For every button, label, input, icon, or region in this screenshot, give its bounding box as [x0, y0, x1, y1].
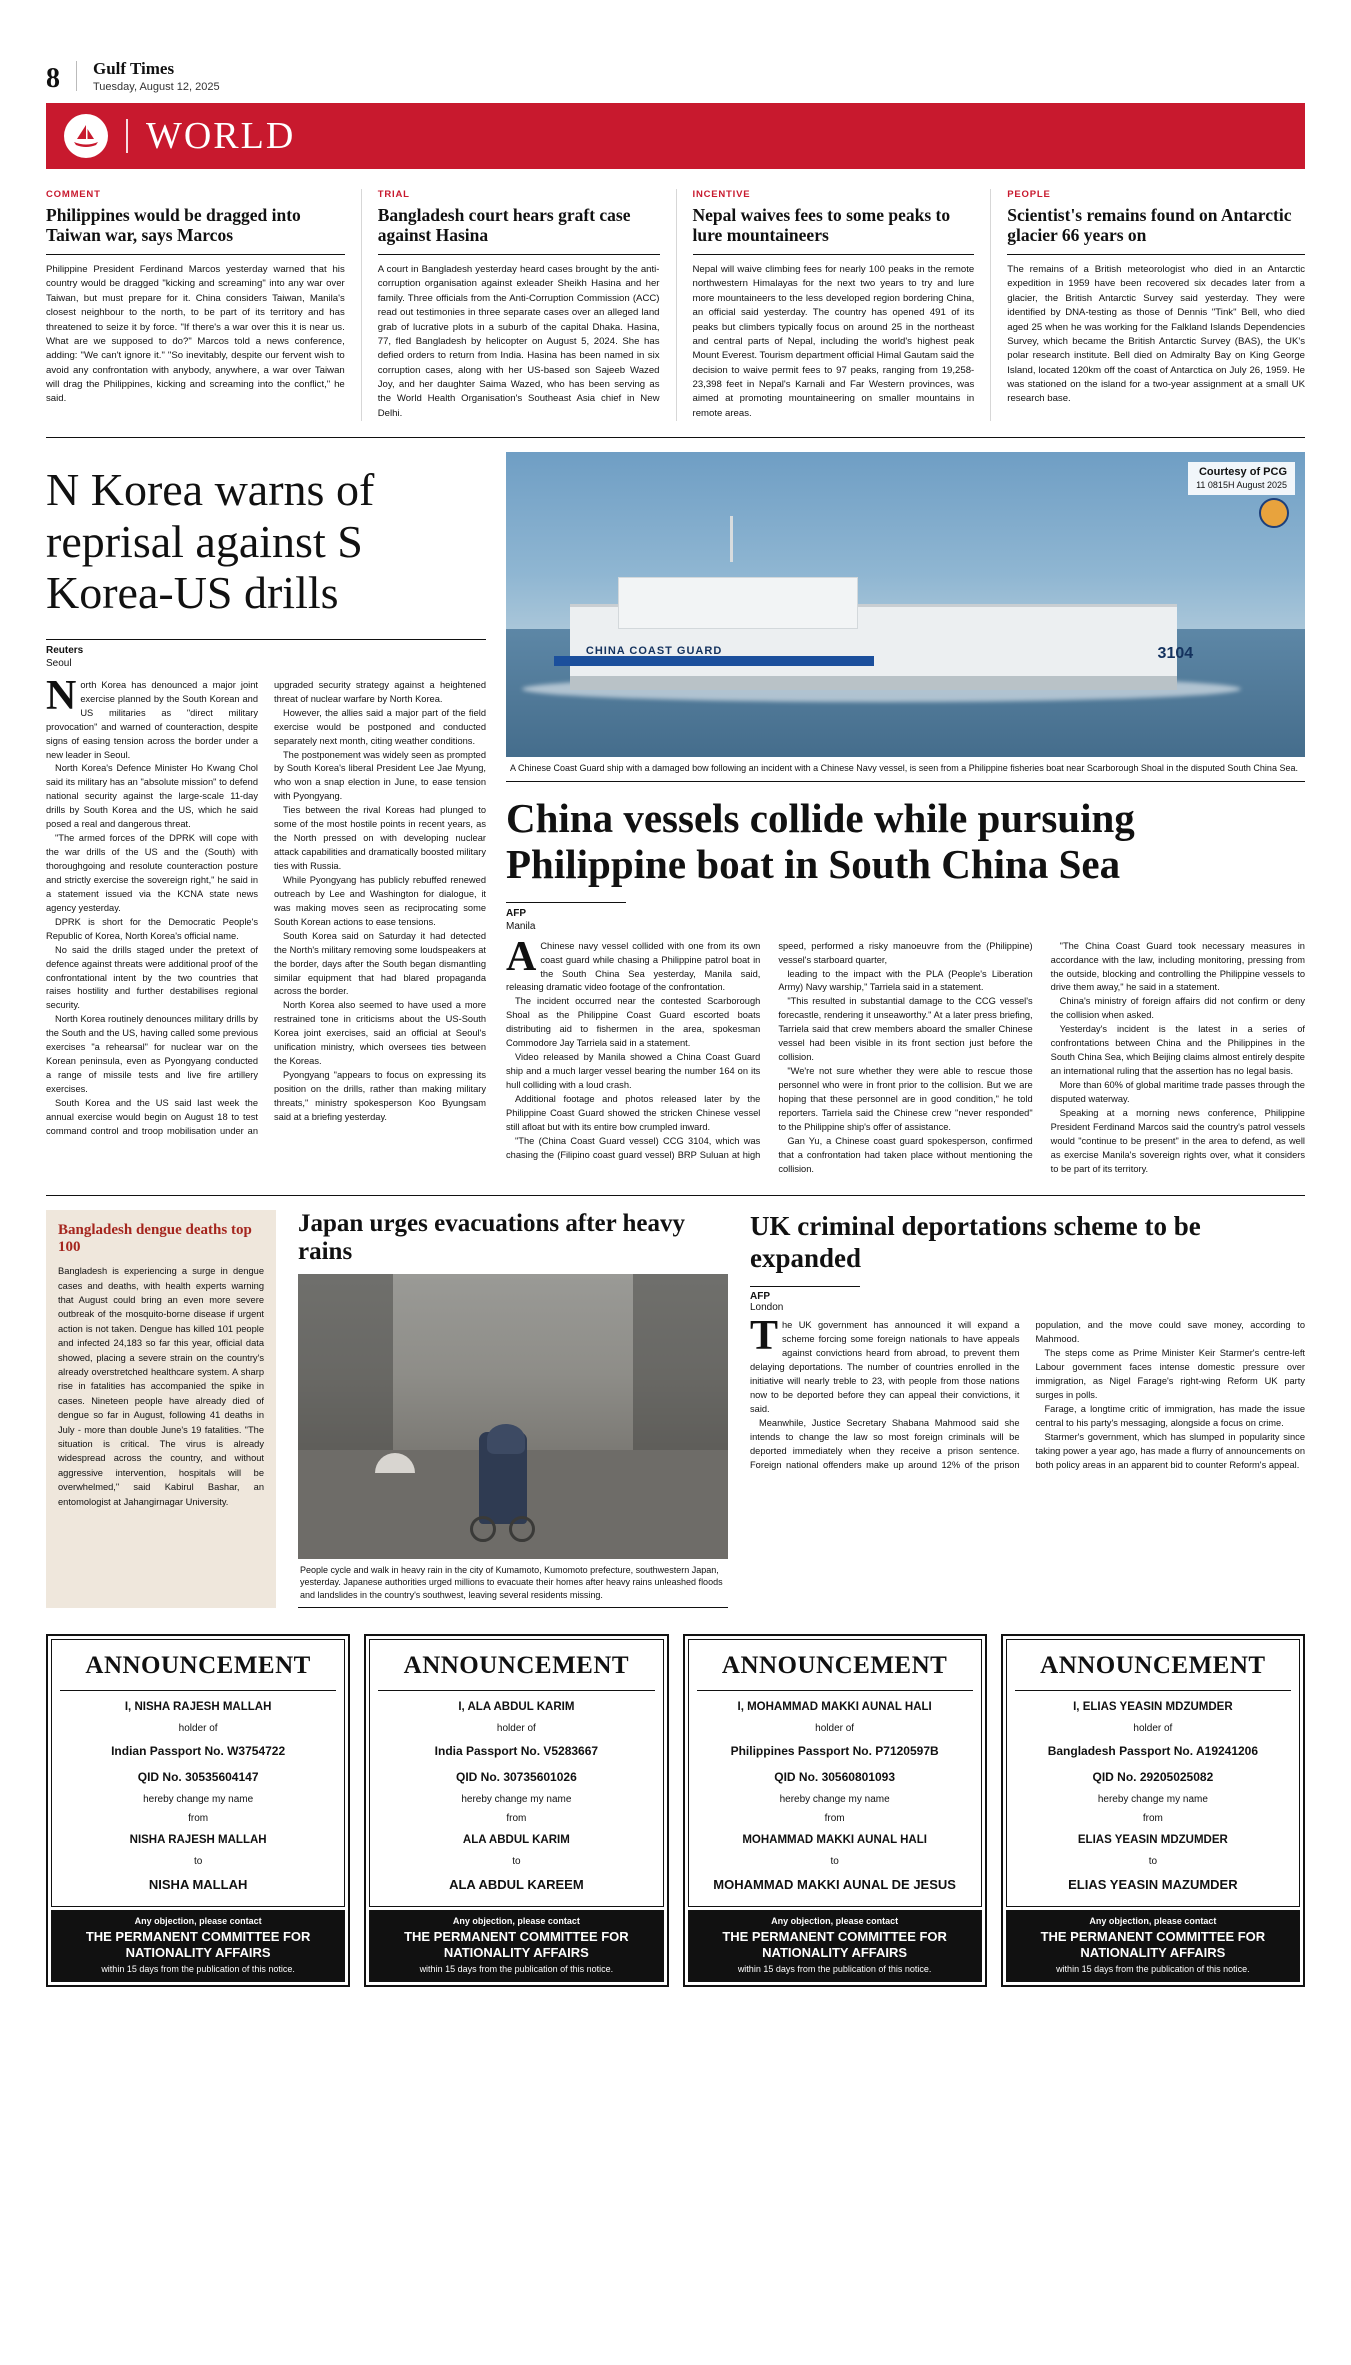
brief-body: A court in Bangladesh yesterday heard cases brought by the anti-corruption organisation against exleader Sheikh Hasina and her family. Three officials from the Anti-Corruption Commission (ACC) read out testimonies in three separate cases over an alleged land grab of lucrative plots in a suburb of the capital Dhaka. Hasina, 77, fled Bangladesh by helicopter on August 5, 2024. She has defied orders to return from India. Hasina has been named in six corruption cases, along with her US-based son Sajeeb Wazed Joy, and her daughter Saima Wazed, who has been serving as the World Health Organisation's Southeast Asia chief in New Delhi. — [377, 263, 660, 419]
announcement-footer — [51, 1910, 345, 1981]
brief-kicker: COMMENT — [46, 188, 101, 200]
paragraph: South Korea said on Saturday it had detected the North's military removing some loudspeakers at the border, days after the South began dismantling similar equipment that had blared propaganda across the border. — [274, 930, 486, 997]
paragraph: The postponement was widely seen as prompted by South Korea's liberal President Lee Jae Myung, who won a snap election in June, to ease tension with Pyongyang. — [274, 749, 486, 802]
story2-headline: China vessels collide while pursuing Philippine boat in South China Sea — [506, 794, 1135, 887]
lead-story — [46, 452, 486, 1176]
new-name: ELIAS YEASIN MAZUMDER — [1068, 1877, 1238, 1893]
old-name: NISHA RAJESH MALLAH — [129, 1834, 267, 1847]
declarant-name: I, ELIAS YEASIN MDZUMDER — [1073, 1701, 1233, 1714]
holder-label: holder of — [1133, 1723, 1173, 1735]
brief-body: Philippine President Ferdinand Marcos yesterday warned that his country would be dragged "kicking and screaming" into any war over Taiwan, but must prepare for it. China considers Taiwan, Manila's closest neighbour to the north, to be part of its territory and has threatened to seize it by force. "If there's a war over this it is near us. What are we supposed to do?" Marcos told a news conference, adding: "We can't ignore it." "So inevitably, despite our fervent wish to avoid any confrontation with anybody, anywhere, a war over Taiwan will drag the Philippines, kicking and screaming into the conflict," he said. — [46, 263, 345, 405]
paragraph: Additional footage and photos released later by the Philippine Coast Guard showed the stricken Chinese vessel still afloat but with its entire bow crumpled inward. — [506, 1093, 761, 1132]
qid-number: QID No. 30735601026 — [456, 1770, 577, 1785]
dengue-sidebox — [46, 1210, 276, 1609]
paragraph: Pyongyang "appears to focus on expressing its position on the drills, rather than making military threats," ministry spokesperson Koo Byungsam said at a briefing yesterday. — [274, 1070, 486, 1122]
announcement-title: ANNOUNCEMENT — [403, 1652, 630, 1680]
paragraph: North Korea routinely denounces military drills by the South and the US, having called some previous exercises "a rehearsal" for nuclear war on the Korean peninsula, even as Pyongyang conducted a range of missile tests and live fire artillery exercises. — [46, 1014, 258, 1094]
paragraph: The steps come as Prime Minister Keir Starmer's centre-left Labour government faces intense domestic pressure over immigration, as Nigel Farage's right-wing Reform UK party surges in polls. — [1035, 1348, 1305, 1401]
old-name: ELIAS YEASIN MDZUMDER — [1077, 1834, 1228, 1847]
byline-agency: Reuters — [46, 644, 84, 656]
brief-headline: Nepal waives fees to some peaks to lure mountaineers — [692, 204, 951, 246]
sidebox-body: Bangladesh is experiencing a surge in dengue cases and deaths, with health experts warning that August could bring an even more severe outbreak of the mosquito-borne disease if urgent action is not taken. Dengue has killed 101 people and infected 24,183 so far this year, official data showed, placing a severe strain on the country's already overstretched healthcare system. A sharp rise in fatalities has accompanied the spike in cases. Nineteen people have already died of dengue so far in August, following 41 deaths in July - more than double June's 19 fatalities. "The situation is critical. The virus is already widespread across the country, and without aggressive intervention, hospitals will be overwhelmed," said Kabirul Bashar, an entomologist at Jahangirnagar University. — [58, 1266, 264, 1507]
photo-credit-line2: 11 0815H August 2025 — [1196, 480, 1287, 491]
announcement-title: ANNOUNCEMENT — [721, 1652, 948, 1680]
lead-byline — [46, 639, 486, 671]
story2-byline — [506, 902, 626, 934]
building-left — [298, 1274, 393, 1451]
to-label: to — [1148, 1856, 1158, 1868]
old-name: MOHAMMAD MAKKI AUNAL HALI — [742, 1834, 927, 1847]
qid-number: QID No. 30560801093 — [774, 1770, 895, 1785]
brief-rule — [1007, 254, 1305, 255]
paragraph: Video released by Manila showed a China Coast Guard ship and a much larger vessel bearing the number 164 on its hull colliding with a loud crash. — [506, 1052, 761, 1091]
declarant-name: I, MOHAMMAD MAKKI AUNAL HALI — [737, 1701, 932, 1714]
sidebox-headline: Bangladesh dengue deaths top 100 — [58, 1221, 252, 1255]
photo-credit-line1: Courtesy of PCG — [1198, 466, 1287, 479]
right-column — [506, 452, 1305, 1176]
to-label: to — [512, 1856, 521, 1868]
objection-window: within 15 days from the publication of this notice. — [419, 1963, 614, 1974]
authority-name: THE PERMANENT COMMITTEE FOR NATIONALITY AFFAIRS — [404, 1929, 629, 1960]
announcement-card — [683, 1634, 987, 1986]
change-label: hereby change my name — [779, 1794, 890, 1806]
paragraph: North Korea has denounced a major joint exercise planned by the South Korean and US militaries as "direct military provocation" and warned of counteraction, despite signs of easing tension across the border under a new leader in Seoul. — [46, 672, 258, 760]
objection-window: within 15 days from the publication of this notice. — [737, 1963, 932, 1974]
ship-hull-label: CHINA COAST GUARD — [585, 644, 723, 657]
objection-label: Any objection, please contact — [771, 1916, 899, 1927]
new-name: NISHA MALLAH — [148, 1877, 248, 1893]
brief-body: The remains of a British meteorologist who died in an Antarctic expedition in 1959 have been recovered six decades later from a glacier, the British Antarctic Survey said yesterday. They were identified by DNA-testing as those of Dennis "Tink" Bell, who died aged 25 when he was working for the Falkland Islands Dependencies Survey, which became the British Antarctic Survey (BAS), the UK's polar research institute. Bell died on Admiralty Bay on King George Island, located 120km off the coast of Antarctica on July 26, 1959. He was stationed on the island for a two-year assignment at a small UK research base. — [1007, 263, 1305, 405]
sailboat-logo-icon — [64, 114, 108, 158]
lead-headline: N Korea warns of reprisal against S Korea-US drills — [46, 464, 375, 619]
ship-stripe — [554, 656, 874, 666]
photo-caption: A Chinese Coast Guard ship with a damaged bow following an incident with a Chinese Navy vessel, is seen from a Philippine fisheries boat near Scarborough Shoal in the disputed South China Sea. — [506, 757, 1305, 782]
paragraph: The incident occurred near the contested Scarborough Shoal as the Philippine Coast Guard escorted boats distributing aid to fishermen in the area, spokesman Commodore Jay Tarriela said in a statement. — [506, 996, 761, 1049]
brief-item — [46, 189, 361, 422]
uk-byline — [750, 1286, 860, 1313]
old-name: ALA ABDUL KARIM — [462, 1834, 570, 1847]
holder-label: holder of — [496, 1723, 536, 1735]
paragraph: Starmer's government, which has slumped in popularity since taking power a year ago, has made a flurry of announcements on both policy areas in an apparent bid to counter Reform's appeal. — [1035, 1431, 1305, 1470]
new-name: ALA ABDUL KAREEM — [449, 1877, 584, 1893]
paragraph: Speaking at a morning news conference, Philippine President Ferdinand Marcos said the country's patrol vessels would "continue to be present" in the area to defend, as well as exercise Manila's sovereign rights over, what it considers to be part of its territory. — [1050, 1107, 1305, 1174]
publication-title: Gulf Times — [93, 59, 175, 78]
to-label: to — [830, 1856, 839, 1868]
japan-story — [298, 1210, 728, 1609]
section-divider — [46, 437, 1305, 438]
page-number: 8 — [46, 62, 60, 94]
change-label: hereby change my name — [143, 1794, 254, 1806]
brief-kicker: TRIAL — [377, 188, 410, 200]
paragraph: The UK government has announced it will expand a scheme forcing some foreign nationals to have appeals against convictions heard from abroad, to prevent them delaying deportations. The number of countries enrolled in the initiative will nearly treble to 23, with people from those nations now to be deported before they can appeal their convictions, it said. — [750, 1313, 1020, 1415]
qid-number: QID No. 30535604147 — [137, 1770, 259, 1785]
byline-agency: AFP — [506, 907, 526, 919]
paragraph: More than 60% of global maritime trade passes through the disputed waterway. — [1050, 1080, 1305, 1104]
masthead — [46, 0, 1305, 99]
objection-window: within 15 days from the publication of this notice. — [1056, 1963, 1250, 1974]
banner-separator — [126, 119, 128, 153]
change-label: hereby change my name — [461, 1794, 572, 1806]
paragraph: "This resulted in substantial damage to the CCG vessel's forecastle, rendering it unseaworthy." At a later press briefing, Tarriela said that crew members aboard the smaller Chinese vessel had been visible in its front section just before the collision. — [778, 996, 1033, 1063]
pcg-seal-icon — [1259, 498, 1289, 528]
announcement-card — [364, 1634, 668, 1986]
authority-name: THE PERMANENT COMMITTEE FOR NATIONALITY AFFAIRS — [85, 1929, 311, 1960]
divider — [697, 1690, 973, 1691]
passport-number: Philippines Passport No. P7120597B — [730, 1744, 939, 1759]
section-title: WORLD — [146, 114, 296, 157]
authority-name: THE PERMANENT COMMITTEE FOR NATIONALITY AFFAIRS — [1040, 1929, 1266, 1960]
divider — [60, 1690, 336, 1691]
brief-rule — [378, 254, 660, 255]
byline-agency: AFP — [750, 1291, 770, 1303]
paragraph: However, the allies said a major part of the field exercise would be postponed and conducted separately next month, citing weather conditions. — [274, 707, 486, 746]
brief-item — [990, 189, 1305, 422]
holder-label: holder of — [815, 1723, 855, 1735]
ship-mast — [730, 516, 733, 562]
announcement-footer — [1006, 1910, 1300, 1981]
uk-body — [750, 1313, 1305, 1472]
announcement-title: ANNOUNCEMENT — [85, 1652, 311, 1680]
paragraph: AChinese navy vessel collided with one from its own coast guard while chasing a Philippine patrol boat in the South China Sea yesterday, Manila said, releasing dramatic video footage of the confrontation. — [506, 933, 761, 993]
uk-story — [750, 1210, 1305, 1609]
paragraph: North Korea also seemed to have used a more restrained tone in criticisms about the US-South Korea joint exercises, said an official at Seoul's unification ministry, which oversees ties between the Koreas. — [274, 1000, 486, 1067]
brief-kicker: PEOPLE — [1007, 188, 1051, 200]
middle-section — [46, 1195, 1305, 1609]
coast-guard-photo-block — [506, 452, 1305, 782]
rain-hood — [487, 1424, 525, 1454]
bicycle-wheel — [509, 1516, 535, 1542]
publication-date: Tuesday, August 12, 2025 — [93, 80, 220, 93]
paragraph: "We're not sure whether they were able to rescue those personnel who were in front prior to the collision. But we are hoping that these personnel are in good condition," he told reporters. Tarriela said the Chinese crew "never responded" to the Philippine ship's offer of assistance. — [778, 1066, 1033, 1132]
brief-headline: Bangladesh court hears graft case against Hasina — [377, 204, 631, 246]
announcement-footer — [369, 1910, 663, 1981]
objection-label: Any objection, please contact — [1089, 1916, 1217, 1927]
paragraph: China's ministry of foreign affairs did not confirm or deny the collision when asked. — [1050, 996, 1305, 1021]
paragraph: leading to the impact with the PLA (People's Liberation Army) Navy warship," Tarriela said in a statement. — [778, 968, 1033, 993]
paragraph: While Pyongyang has publicly rebuffed renewed outreach by Lee and Washington for dialogue, it was making moves seen as reciprocating some South Korean actions to ease tensions. — [274, 874, 486, 927]
byline-city: London — [750, 1302, 784, 1314]
briefs-row — [46, 189, 1305, 422]
announcement-card — [1001, 1634, 1305, 1986]
brief-kicker: INCENTIVE — [692, 188, 751, 200]
to-label: to — [193, 1856, 203, 1868]
authority-name: THE PERMANENT COMMITTEE FOR NATIONALITY AFFAIRS — [722, 1929, 947, 1960]
japan-photo — [298, 1274, 728, 1559]
paragraph: Meanwhile, Justice Secretary Shabana Mahmood said she intends to change the law so most foreign criminals will be deported immediately when they receive a prison sentence. Foreign national offenders make up around 12% of the prison population, and the move could save money, according to Mahmood. — [750, 1320, 1305, 1470]
paragraph: North Korea's Defence Minister Ho Kwang Chol said its military has an "absolute mission" to defend national security against the large-scale 11-day drills by South Korea and the US, which he said posed a real and dangerous threat. — [46, 763, 258, 830]
story2-body — [506, 933, 1305, 1177]
ship-superstructure — [618, 577, 858, 629]
announcement-title: ANNOUNCEMENT — [1040, 1652, 1266, 1680]
announcement-footer — [688, 1910, 982, 1981]
bicycle-wheel — [470, 1516, 496, 1542]
paragraph: Gan Yu, a Chinese coast guard spokesperson, confirmed that a confrontation had taken place without mentioning the collision. — [778, 1135, 1033, 1174]
building-right — [633, 1274, 728, 1474]
japan-headline: Japan urges evacuations after heavy rains — [298, 1209, 686, 1265]
paragraph: "The (China Coast Guard vessel) CCG 3104, which was chasing the (Filipino coast guard vessel) BRP Suluan at high speed, performed a risky manoeuvre from the (Philippine) vessel's starboard quarter, — [506, 940, 1033, 1160]
uk-headline: UK criminal deportations scheme to be expanded — [750, 1210, 1201, 1273]
paragraph: No said the drills staged under the pretext of defence against threats were additional proof of the confrontational intent by the two countries that raises hostility and further destabilises regional security. — [46, 944, 258, 1011]
byline-city: Manila — [506, 921, 536, 933]
declarant-name: I, NISHA RAJESH MALLAH — [124, 1701, 272, 1714]
top-section — [46, 452, 1305, 1176]
brief-item — [361, 189, 676, 422]
brief-headline: Scientist's remains found on Antarctic glacier 66 years on — [1007, 204, 1292, 246]
qid-number: QID No. 29205025082 — [1092, 1770, 1214, 1785]
coast-guard-photo — [506, 452, 1305, 757]
brief-item — [676, 189, 991, 422]
paragraph: "The China Coast Guard took necessary measures in accordance with the law, including monitoring, pressing from the outside, blocking and controlling the Philippine vessels to drive them away," he said in a statement. — [1050, 940, 1305, 993]
holder-label: holder of — [178, 1723, 218, 1735]
photo-credit-overlay — [1188, 462, 1295, 495]
paragraph: South Korea and the US said last week the annual exercise would begin on August 18 to test command control and troop mobilisation under an upgraded security strategy against a heightened threat of nuclear warfare by North Korea. — [46, 679, 486, 1136]
change-label: hereby change my name — [1097, 1794, 1208, 1806]
paragraph: DPRK is short for the Democratic People's Republic of Korea, North Korea's official name. — [46, 916, 258, 941]
paragraph: Yesterday's incident is the latest in a series of confrontations between China and the Philippines in the South China Sea, which Beijing claims almost entirely despite an international ruling that the assertion has no legal basis. — [1050, 1024, 1305, 1077]
from-label: from — [188, 1813, 209, 1825]
from-label: from — [824, 1813, 845, 1825]
objection-label: Any objection, please contact — [452, 1916, 580, 1927]
declarant-name: I, ALA ABDUL KARIM — [458, 1701, 575, 1714]
announcement-card — [46, 1634, 350, 1986]
paragraph: Ties between the rival Koreas had plunged to some of the most hostile points in recent years, as the North pressed on with developing nuclear attack capabilities and dramatically boosted military ties with Russia. — [274, 805, 486, 871]
lead-body — [46, 672, 486, 1139]
passport-number: Indian Passport No. W3754722 — [111, 1744, 286, 1759]
brief-rule — [46, 254, 345, 255]
brief-rule — [693, 254, 975, 255]
divider — [378, 1690, 654, 1691]
paragraph: "The armed forces of the DPRK will cope with the war drills of the US and the (South) with thoroughgoing and resolute counteraction posture and strictly exercise the sovereign right," he said in a statement issued via the KCNA state news agency yesterday. — [46, 833, 258, 913]
ship-hull-number: 3104 — [1157, 644, 1194, 662]
paragraph: Farage, a longtime critic of immigration, has made the issue central to his party's messaging, alongside a focus on crime. — [1035, 1404, 1305, 1428]
masthead-divider — [76, 61, 77, 91]
brief-headline: Philippines would be dragged into Taiwan war, says Marcos — [46, 204, 301, 246]
from-label: from — [1142, 1813, 1163, 1825]
passport-number: India Passport No. V5283667 — [434, 1744, 599, 1759]
divider — [1015, 1690, 1291, 1691]
new-name: MOHAMMAD MAKKI AUNAL DE JESUS — [713, 1877, 956, 1893]
section-banner — [46, 103, 1305, 169]
brief-body: Nepal will waive climbing fees for nearly 100 peaks in the remote northwestern Himalayas for the next two years to try and lure more mountaineers to the less developed region bordering China, an official said yesterday. The country has opened 491 of its peaks but climbers typically focus on around 25 in the northeast and central parts of Nepal, including the world's highest peak Mount Everest. Tourism department official Himal Gautam said the decision to waive permit fees to 97 peaks, ranging from 19,258-23,398 feet in Nepal's Karnali and Far Western provinces, was aimed at promoting mountaineering on smaller mountains in remote areas. — [692, 263, 975, 419]
objection-window: within 15 days from the publication of this notice. — [101, 1963, 295, 1974]
objection-label: Any objection, please contact — [134, 1916, 262, 1927]
byline-city: Seoul — [46, 658, 72, 670]
japan-caption: People cycle and walk in heavy rain in the city of Kumamoto, Kumomoto prefecture, southwestern Japan, yesterday. Japanese authorities urged millions to evacuate their homes after heavy rains unleashed floods and landslides in the country's southwest, leaving several residents missing. — [298, 1559, 728, 1609]
passport-number: Bangladesh Passport No. A19241206 — [1047, 1744, 1259, 1759]
announcements-row — [46, 1634, 1305, 2016]
from-label: from — [506, 1813, 527, 1825]
